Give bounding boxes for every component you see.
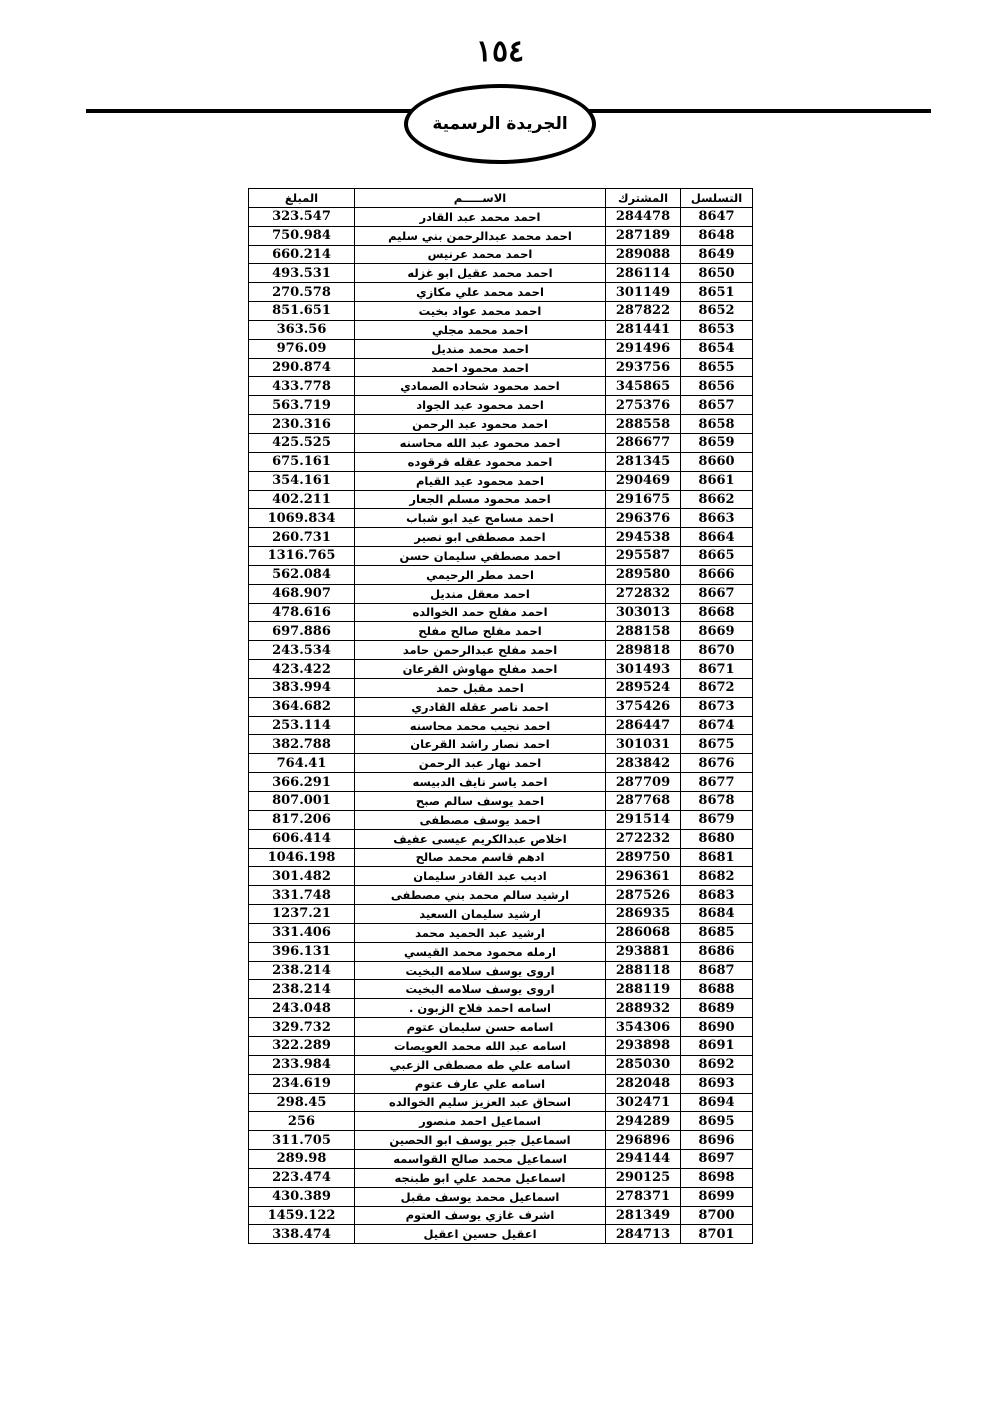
- table-row: [249, 320, 753, 339]
- table-row: [249, 942, 753, 961]
- cell-subscriber: 286935: [606, 905, 681, 924]
- cell-serial: 8654: [681, 339, 753, 358]
- cell-name: اديب عبد القادر سليمان: [355, 867, 606, 886]
- cell-serial: 8666: [681, 565, 753, 584]
- cell-serial: 8678: [681, 792, 753, 811]
- table-row: [249, 396, 753, 415]
- cell-name: اروى يوسف سلامه البخيت: [355, 980, 606, 999]
- cell-serial: 8659: [681, 433, 753, 452]
- table-row: [249, 641, 753, 660]
- table-row: [249, 1187, 753, 1206]
- cell-serial: 8675: [681, 735, 753, 754]
- cell-amount: 301.482: [249, 867, 355, 886]
- cell-amount: 311.705: [249, 1131, 355, 1150]
- cell-amount: 289.98: [249, 1150, 355, 1169]
- cell-amount: 493.531: [249, 264, 355, 283]
- cell-subscriber: 287768: [606, 792, 681, 811]
- cell-serial: 8679: [681, 810, 753, 829]
- cell-name: احمد مسامح عيد ابو شباب: [355, 509, 606, 528]
- cell-amount: 323.547: [249, 207, 355, 226]
- cell-amount: 1237.21: [249, 905, 355, 924]
- cell-serial: 8689: [681, 999, 753, 1018]
- cell-amount: 817.206: [249, 810, 355, 829]
- table-row: [249, 660, 753, 679]
- cell-name: اسحاق عبد العزيز سليم الخوالده: [355, 1093, 606, 1112]
- cell-subscriber: 301493: [606, 660, 681, 679]
- cell-serial: 8673: [681, 697, 753, 716]
- table-row: [249, 867, 753, 886]
- cell-subscriber: 354306: [606, 1018, 681, 1037]
- cell-subscriber: 272832: [606, 584, 681, 603]
- cell-name: اسامه علي عارف عتوم: [355, 1074, 606, 1093]
- cell-name: احمد محمد علي مكازي: [355, 283, 606, 302]
- table-row: [249, 377, 753, 396]
- cell-name: احمد محمد عبد القادر: [355, 207, 606, 226]
- cell-name: احمد ياسر نايف الدبيسه: [355, 773, 606, 792]
- cell-name: احمد نجيب محمد محاسنه: [355, 716, 606, 735]
- cell-amount: 331.406: [249, 923, 355, 942]
- cell-subscriber: 291514: [606, 810, 681, 829]
- header-title: الجريدة الرسمية: [432, 114, 568, 134]
- cell-name: احمد يوسف مصطفى: [355, 810, 606, 829]
- cell-subscriber: 294538: [606, 528, 681, 547]
- cell-subscriber: 294289: [606, 1112, 681, 1131]
- cell-subscriber: 288158: [606, 622, 681, 641]
- cell-name: احمد محمود عبد الله محاسنه: [355, 433, 606, 452]
- cell-subscriber: 302471: [606, 1093, 681, 1112]
- cell-subscriber: 289088: [606, 245, 681, 264]
- cell-amount: 260.731: [249, 528, 355, 547]
- header-subscriber: المشترك: [606, 189, 681, 208]
- table-row: [249, 415, 753, 434]
- cell-name: احمد مصطفي سليمان حسن: [355, 547, 606, 566]
- cell-subscriber: 286677: [606, 433, 681, 452]
- cell-amount: 382.788: [249, 735, 355, 754]
- cell-subscriber: 375426: [606, 697, 681, 716]
- cell-name: اسامه احمد فلاح الزبون .: [355, 999, 606, 1018]
- cell-amount: 396.131: [249, 942, 355, 961]
- cell-serial: 8696: [681, 1131, 753, 1150]
- cell-serial: 8655: [681, 358, 753, 377]
- header-oval: [404, 84, 596, 164]
- table-row: [249, 735, 753, 754]
- cell-serial: 8650: [681, 264, 753, 283]
- header-amount: المبلغ: [249, 189, 355, 208]
- cell-amount: 851.651: [249, 302, 355, 321]
- cell-serial: 8674: [681, 716, 753, 735]
- cell-amount: 764.41: [249, 754, 355, 773]
- cell-name: احمد نصار راشد القرعان: [355, 735, 606, 754]
- cell-amount: 363.56: [249, 320, 355, 339]
- cell-subscriber: 296361: [606, 867, 681, 886]
- cell-name: ارشيد سليمان السعيد: [355, 905, 606, 924]
- table-row: [249, 584, 753, 603]
- cell-amount: 364.682: [249, 697, 355, 716]
- table-row: [249, 622, 753, 641]
- cell-amount: 562.084: [249, 565, 355, 584]
- cell-amount: 223.474: [249, 1168, 355, 1187]
- cell-amount: 433.778: [249, 377, 355, 396]
- table-header-row: [249, 189, 753, 208]
- cell-amount: 976.09: [249, 339, 355, 358]
- table-row: [249, 905, 753, 924]
- cell-serial: 8658: [681, 415, 753, 434]
- cell-subscriber: 289524: [606, 678, 681, 697]
- cell-name: اسماعيل احمد منصور: [355, 1112, 606, 1131]
- cell-amount: 402.211: [249, 490, 355, 509]
- cell-serial: 8661: [681, 471, 753, 490]
- cell-subscriber: 281441: [606, 320, 681, 339]
- cell-subscriber: 281345: [606, 452, 681, 471]
- cell-subscriber: 296896: [606, 1131, 681, 1150]
- cell-serial: 8694: [681, 1093, 753, 1112]
- cell-name: احمد محمود مسلم الجعار: [355, 490, 606, 509]
- cell-serial: 8701: [681, 1225, 753, 1244]
- table-row: [249, 1150, 753, 1169]
- cell-subscriber: 301149: [606, 283, 681, 302]
- table-row: [249, 980, 753, 999]
- cell-serial: 8668: [681, 603, 753, 622]
- cell-name: احمد محمد منديل: [355, 339, 606, 358]
- cell-subscriber: 291675: [606, 490, 681, 509]
- cell-name: احمد محمود احمد: [355, 358, 606, 377]
- cell-serial: 8686: [681, 942, 753, 961]
- cell-amount: 1069.834: [249, 509, 355, 528]
- cell-name: اسماعيل جبر يوسف ابو الحصين: [355, 1131, 606, 1150]
- cell-amount: 238.214: [249, 980, 355, 999]
- cell-name: اسامه علي طه مصطفى الزعبي: [355, 1055, 606, 1074]
- cell-name: احمد مفلح عبدالرحمن حامد: [355, 641, 606, 660]
- cell-subscriber: 287189: [606, 226, 681, 245]
- cell-amount: 478.616: [249, 603, 355, 622]
- cell-amount: 290.874: [249, 358, 355, 377]
- cell-amount: 354.161: [249, 471, 355, 490]
- cell-name: احمد معقل منديل: [355, 584, 606, 603]
- cell-name: احمد محمد عواد بخيت: [355, 302, 606, 321]
- cell-name: احمد مفلح مهاوش القرعان: [355, 660, 606, 679]
- cell-name: احمد محمود عقله قرقوده: [355, 452, 606, 471]
- cell-subscriber: 284478: [606, 207, 681, 226]
- cell-subscriber: 282048: [606, 1074, 681, 1093]
- table-row: [249, 1112, 753, 1131]
- cell-serial: 8677: [681, 773, 753, 792]
- cell-amount: 256: [249, 1112, 355, 1131]
- cell-serial: 8648: [681, 226, 753, 245]
- table-row: [249, 565, 753, 584]
- cell-amount: 660.214: [249, 245, 355, 264]
- cell-subscriber: 293756: [606, 358, 681, 377]
- cell-serial: 8697: [681, 1150, 753, 1169]
- cell-serial: 8649: [681, 245, 753, 264]
- cell-subscriber: 294144: [606, 1150, 681, 1169]
- cell-amount: 233.984: [249, 1055, 355, 1074]
- cell-name: اروى يوسف سلامه البخيت: [355, 961, 606, 980]
- cell-name: احمد ناصر عقله القادري: [355, 697, 606, 716]
- cell-amount: 366.291: [249, 773, 355, 792]
- cell-serial: 8681: [681, 848, 753, 867]
- cell-amount: 238.214: [249, 961, 355, 980]
- cell-subscriber: 283842: [606, 754, 681, 773]
- table-row: [249, 999, 753, 1018]
- cell-amount: 1316.765: [249, 547, 355, 566]
- cell-amount: 1459.122: [249, 1206, 355, 1225]
- cell-serial: 8653: [681, 320, 753, 339]
- cell-serial: 8687: [681, 961, 753, 980]
- cell-serial: 8692: [681, 1055, 753, 1074]
- cell-subscriber: 290125: [606, 1168, 681, 1187]
- cell-name: احمد محمد عرنيس: [355, 245, 606, 264]
- cell-serial: 8651: [681, 283, 753, 302]
- table-row: [249, 1018, 753, 1037]
- table-row: [249, 1131, 753, 1150]
- table-row: [249, 283, 753, 302]
- cell-amount: 383.994: [249, 678, 355, 697]
- table-row: [249, 792, 753, 811]
- cell-name: ارشيد عبد الحميد محمد: [355, 923, 606, 942]
- cell-serial: 8663: [681, 509, 753, 528]
- header-name: الاســـــم: [355, 189, 606, 208]
- table-row: [249, 848, 753, 867]
- cell-serial: 8665: [681, 547, 753, 566]
- cell-name: احمد مطر الرحيمي: [355, 565, 606, 584]
- cell-subscriber: 286447: [606, 716, 681, 735]
- cell-name: احمد محمود عبد الرحمن: [355, 415, 606, 434]
- table-row: [249, 1168, 753, 1187]
- cell-serial: 8693: [681, 1074, 753, 1093]
- table-row: [249, 302, 753, 321]
- cell-name: اسماعيل محمد صالح القواسمه: [355, 1150, 606, 1169]
- cell-amount: 331.748: [249, 886, 355, 905]
- cell-subscriber: 288932: [606, 999, 681, 1018]
- cell-amount: 243.048: [249, 999, 355, 1018]
- cell-amount: 423.422: [249, 660, 355, 679]
- cell-subscriber: 287709: [606, 773, 681, 792]
- cell-subscriber: 290469: [606, 471, 681, 490]
- cell-subscriber: 281349: [606, 1206, 681, 1225]
- table-row: [249, 226, 753, 245]
- table-row: [249, 886, 753, 905]
- table-row: [249, 1093, 753, 1112]
- cell-subscriber: 286068: [606, 923, 681, 942]
- table-row: [249, 810, 753, 829]
- table-row: [249, 1225, 753, 1244]
- cell-serial: 8691: [681, 1036, 753, 1055]
- cell-serial: 8688: [681, 980, 753, 999]
- cell-serial: 8690: [681, 1018, 753, 1037]
- cell-subscriber: 295587: [606, 547, 681, 566]
- cell-amount: 697.886: [249, 622, 355, 641]
- cell-serial: 8680: [681, 829, 753, 848]
- cell-subscriber: 287526: [606, 886, 681, 905]
- cell-name: اسماعيل محمد يوسف مقبل: [355, 1187, 606, 1206]
- table-row: [249, 754, 753, 773]
- cell-subscriber: 296376: [606, 509, 681, 528]
- table-row: [249, 716, 753, 735]
- table-row: [249, 509, 753, 528]
- table-row: [249, 433, 753, 452]
- cell-subscriber: 303013: [606, 603, 681, 622]
- cell-subscriber: 272232: [606, 829, 681, 848]
- cell-serial: 8684: [681, 905, 753, 924]
- cell-serial: 8662: [681, 490, 753, 509]
- table-body: [249, 207, 753, 1243]
- cell-serial: 8700: [681, 1206, 753, 1225]
- cell-name: اسماعيل محمد علي ابو طبنجه: [355, 1168, 606, 1187]
- cell-serial: 8669: [681, 622, 753, 641]
- cell-amount: 338.474: [249, 1225, 355, 1244]
- table-row: [249, 547, 753, 566]
- cell-subscriber: 287822: [606, 302, 681, 321]
- cell-name: احمد محمود عيد القيام: [355, 471, 606, 490]
- cell-subscriber: 288558: [606, 415, 681, 434]
- cell-name: اشرف غازي يوسف العتوم: [355, 1206, 606, 1225]
- cell-serial: 8670: [681, 641, 753, 660]
- cell-subscriber: 293881: [606, 942, 681, 961]
- page-number: ١٥٤: [475, 34, 525, 69]
- table-row: [249, 961, 753, 980]
- table-row: [249, 1036, 753, 1055]
- cell-amount: 807.001: [249, 792, 355, 811]
- cell-amount: 750.984: [249, 226, 355, 245]
- cell-name: ادهم قاسم محمد صالح: [355, 848, 606, 867]
- cell-subscriber: 288119: [606, 980, 681, 999]
- table-row: [249, 1055, 753, 1074]
- cell-subscriber: 288118: [606, 961, 681, 980]
- cell-name: احمد محمود شحاده الصمادي: [355, 377, 606, 396]
- table-row: [249, 264, 753, 283]
- cell-subscriber: 286114: [606, 264, 681, 283]
- table-row: [249, 339, 753, 358]
- cell-name: اسامه حسن سليمان عتوم: [355, 1018, 606, 1037]
- cell-serial: 8676: [681, 754, 753, 773]
- cell-amount: 1046.198: [249, 848, 355, 867]
- table-row: [249, 245, 753, 264]
- table-row: [249, 207, 753, 226]
- cell-name: احمد محمد عقيل ابو غزله: [355, 264, 606, 283]
- cell-amount: 243.534: [249, 641, 355, 660]
- cell-subscriber: 278371: [606, 1187, 681, 1206]
- cell-amount: 322.289: [249, 1036, 355, 1055]
- table-row: [249, 829, 753, 848]
- cell-subscriber: 289580: [606, 565, 681, 584]
- cell-serial: 8682: [681, 867, 753, 886]
- table-row: [249, 678, 753, 697]
- cell-subscriber: 285030: [606, 1055, 681, 1074]
- cell-subscriber: 284713: [606, 1225, 681, 1244]
- cell-amount: 425.525: [249, 433, 355, 452]
- cell-name: احمد محمود عبد الجواد: [355, 396, 606, 415]
- cell-serial: 8652: [681, 302, 753, 321]
- table-row: [249, 452, 753, 471]
- cell-serial: 8664: [681, 528, 753, 547]
- cell-subscriber: 301031: [606, 735, 681, 754]
- cell-serial: 8698: [681, 1168, 753, 1187]
- cell-amount: 606.414: [249, 829, 355, 848]
- cell-subscriber: 275376: [606, 396, 681, 415]
- cell-serial: 8657: [681, 396, 753, 415]
- cell-subscriber: 345865: [606, 377, 681, 396]
- cell-amount: 298.45: [249, 1093, 355, 1112]
- cell-serial: 8699: [681, 1187, 753, 1206]
- cell-amount: 234.619: [249, 1074, 355, 1093]
- cell-serial: 8671: [681, 660, 753, 679]
- header-serial: التسلسل: [681, 189, 753, 208]
- cell-amount: 468.907: [249, 584, 355, 603]
- cell-name: ارشيد سالم محمد بني مصطفى: [355, 886, 606, 905]
- cell-amount: 563.719: [249, 396, 355, 415]
- cell-name: ارمله محمود محمد القيسي: [355, 942, 606, 961]
- cell-serial: 8647: [681, 207, 753, 226]
- table-row: [249, 923, 753, 942]
- cell-subscriber: 289818: [606, 641, 681, 660]
- cell-serial: 8656: [681, 377, 753, 396]
- cell-name: احمد مفلح حمد الخوالده: [355, 603, 606, 622]
- cell-serial: 8685: [681, 923, 753, 942]
- table-row: [249, 697, 753, 716]
- table-row: [249, 603, 753, 622]
- table-row: [249, 358, 753, 377]
- cell-subscriber: 291496: [606, 339, 681, 358]
- cell-name: احمد مصطفى ابو نصير: [355, 528, 606, 547]
- cell-serial: 8660: [681, 452, 753, 471]
- table-row: [249, 773, 753, 792]
- cell-name: اسامه عبد الله محمد العويصات: [355, 1036, 606, 1055]
- cell-amount: 675.161: [249, 452, 355, 471]
- cell-name: احمد محمد مجلي: [355, 320, 606, 339]
- cell-name: احمد نهار عبد الرحمن: [355, 754, 606, 773]
- cell-name: احمد مقبل حمد: [355, 678, 606, 697]
- cell-serial: 8667: [681, 584, 753, 603]
- cell-name: احمد محمد عبدالرحمن بني سليم: [355, 226, 606, 245]
- cell-name: اعقيل حسين اعقيل: [355, 1225, 606, 1244]
- cell-serial: 8683: [681, 886, 753, 905]
- subscribers-table: [248, 188, 753, 1244]
- cell-amount: 329.732: [249, 1018, 355, 1037]
- table-row: [249, 1074, 753, 1093]
- table-row: [249, 490, 753, 509]
- cell-serial: 8695: [681, 1112, 753, 1131]
- cell-serial: 8672: [681, 678, 753, 697]
- table-row: [249, 471, 753, 490]
- cell-name: احمد مفلح صالح مفلح: [355, 622, 606, 641]
- cell-subscriber: 289750: [606, 848, 681, 867]
- cell-name: احمد يوسف سالم صبح: [355, 792, 606, 811]
- cell-amount: 253.114: [249, 716, 355, 735]
- table-row: [249, 528, 753, 547]
- table-row: [249, 1206, 753, 1225]
- cell-name: اخلاص عبدالكريم عيسى عفيف: [355, 829, 606, 848]
- cell-subscriber: 293898: [606, 1036, 681, 1055]
- cell-amount: 230.316: [249, 415, 355, 434]
- cell-amount: 270.578: [249, 283, 355, 302]
- cell-amount: 430.389: [249, 1187, 355, 1206]
